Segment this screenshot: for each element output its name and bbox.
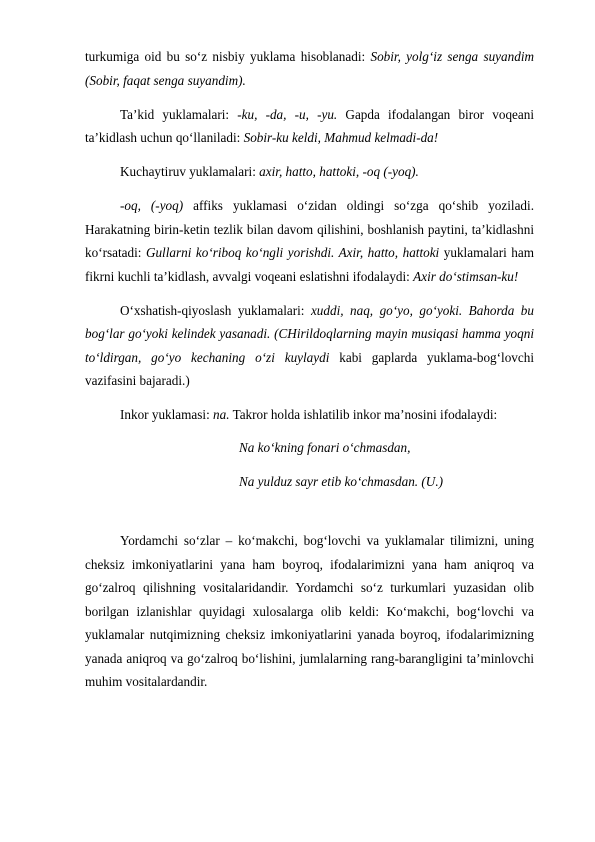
term-text: axir, hatto, hattoki, -oq (-yoq). — [259, 164, 419, 179]
example-text: Axir do‘stimsan-ku! — [413, 268, 519, 284]
example-text: Sobir, yolg‘iz senga suyandim (Sobir, faqat senga suyandim). — [85, 49, 535, 88]
example-text: Sobir-ku keldi, Mahmud kelmadi-da! — [243, 130, 439, 145]
paragraph-oq-yoq — [85, 194, 534, 288]
paragraph-text: Gapda ifodalangan biror voqeani ta’kidlash uchun qo‘llaniladi: — [85, 106, 535, 145]
paragraph-text: affiks yuklamasi o‘zidan oldingi so‘zga qo‘shib yoziladi. Harakatning birin-ketin tezlik bilan davom qilishini, boshlanish paytini, ta’kidlashni ko‘rsatadi: — [85, 198, 534, 260]
paragraph-text: Inkor yuklamasi: — [120, 407, 214, 422]
paragraph-takid-yuklamalari — [85, 103, 534, 150]
paragraph-text: turkumiga oid bu so‘z nisbiy yuklama hisoblanadi: — [85, 49, 371, 64]
poem-line: Na ko‘kning fonari o‘chmasdan, — [239, 439, 411, 455]
paragraph-text: kabi gaplarda yuklama-bog‘lovchi vazifasini bajaradi.) — [85, 349, 534, 388]
paragraph-text: Yordamchi so‘zlar – ko‘makchi, bog‘lovchi va yuklamalar tilimizni, uning cheksiz imkoniyatlarini yana ham boyroq, ifodalarimizni yana ham aniqroq va go‘zalroq qilishning vositalaridandir. Yordamchi so‘z turkumlari yuzasidan olib borilgan izlanishlar quyidagi xulosalarga olib keldi: Ko‘makchi, bog‘lovchi va yuklamalar nutqimizning cheksiz imkoniyatlarini yanada boyroq, ifodalarimizning yanada aniqroq va go‘zalroq bo‘lishini, jumlalarning rang-barangligini ta’minlovchi muhim vositalardandir. — [85, 533, 534, 689]
example-text: Gullarni ko‘riboq ko‘ngli yorishdi. Axir, hatto, hattoki — [145, 245, 440, 260]
term-text: -ku, -da, -u, -yu. — [237, 106, 338, 122]
example-text: xuddi, naq, go‘yo, go‘yoki. Bahorda bu bog‘lar go‘yoki kelindek yasanadi. (CHirildoqlarning mayin musiqasi hamma yoqni to‘ldirgan, go‘yo kechaning o‘zi kuylaydi — [85, 302, 534, 365]
spacer — [85, 493, 534, 529]
term-text: -oq, (-yoq) — [120, 198, 184, 213]
paragraph-text: Takror holda ishlatilib inkor ma’nosini ifodalaydi: — [229, 407, 498, 422]
term-text: na. — [213, 407, 230, 422]
paragraph-text: O‘xshatish-qiyoslash yuklamalari: — [120, 302, 311, 318]
poem-line: Na yulduz sayr etib ko‘chmasdan. (U.) — [239, 473, 444, 489]
paragraph-conclusion — [85, 529, 534, 694]
paragraph-text: yuklamalari ham fikrni kuchli ta’kidlash, avvalgi voqeani eslatishni ifodalaydi: — [85, 245, 534, 284]
paragraph-kuchaytiruv-yuklamalari — [85, 160, 534, 184]
paragraph-oxshatish-qiyoslash — [85, 299, 534, 393]
paragraph-text: Kuchaytiruv yuklamalari: — [120, 164, 260, 179]
paragraph-text: Ta’kid yuklamalari: — [120, 106, 238, 122]
paragraph-inkor-yuklamasi — [85, 403, 534, 427]
document-page — [85, 45, 534, 704]
paragraph-nisbiy-yuklama — [85, 45, 534, 92]
